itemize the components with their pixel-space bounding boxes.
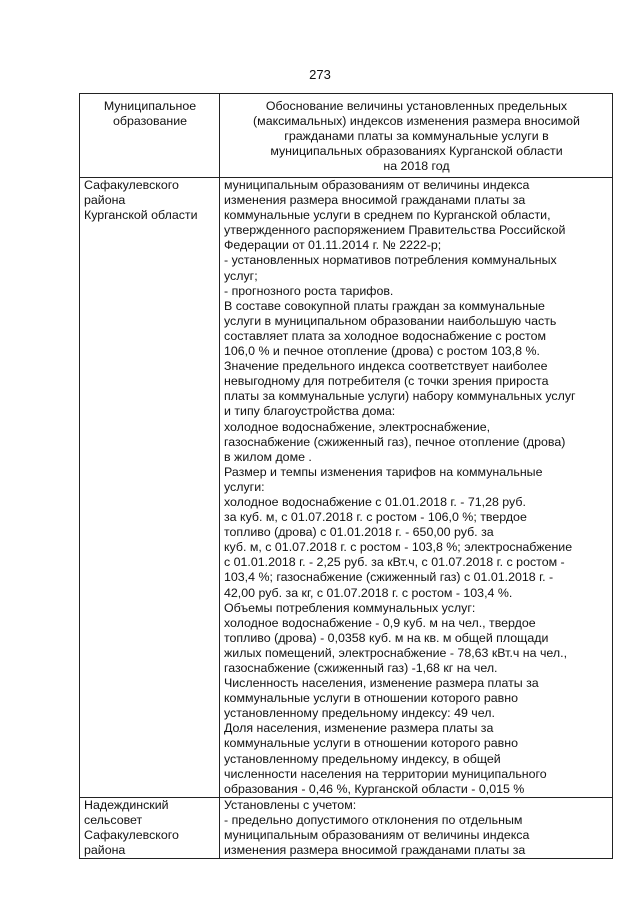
text-line: численности населения на территории муниципального bbox=[224, 766, 547, 781]
text-line: Значение предельного индекса соответствует наиболее bbox=[224, 359, 548, 374]
text-line: образования - 0,46 %, Курганской области - 0,015 % bbox=[224, 781, 525, 796]
text-line: услуг; bbox=[224, 268, 258, 283]
text-line: Численность населения, изменение размера платы за bbox=[224, 676, 539, 691]
text-line: Муниципальное bbox=[103, 99, 197, 113]
text-line: Федерации от 01.11.2014 г. № 2222-р; bbox=[224, 238, 442, 253]
text-line: В составе совокупной платы граждан за коммунальные bbox=[224, 298, 545, 313]
text-line: Размер и темпы изменения тарифов на коммунальные bbox=[224, 464, 543, 479]
text-line: изменения размера вносимой гражданами платы за bbox=[224, 193, 526, 208]
text-line: услуги: bbox=[224, 479, 265, 494]
text-line: - предельно допустимого отклонения по отдельным bbox=[224, 812, 523, 827]
text-line: холодное водоснабжение - 0,9 куб. м на чел., твердое bbox=[224, 615, 536, 630]
text-line: платы за коммунальные услуги) набору коммунальных услуг bbox=[224, 389, 576, 404]
text-line: газоснабжение (сжиженный газ) -1,68 кг на чел. bbox=[224, 661, 498, 675]
text-line: муниципальным образованиям от величины индекса bbox=[224, 178, 530, 192]
text-line: составляет плата за холодное водоснабжение с ростом bbox=[224, 328, 546, 343]
text-line: и типу благоустройства дома: bbox=[224, 404, 396, 419]
text-line: топливо (дрова) - 0,0358 куб. м на кв. м общей площади bbox=[224, 630, 549, 645]
text-line: Объемы потребления коммунальных услуг: bbox=[224, 600, 476, 615]
text-line: Обоснование величины установленных предельных bbox=[265, 99, 568, 113]
text-line: невыгодному для потребителя (с точки зрения прироста bbox=[224, 374, 549, 389]
justification-cell bbox=[220, 797, 613, 858]
justification-cell bbox=[220, 178, 613, 798]
text-line: в жилом доме . bbox=[224, 449, 312, 464]
text-line: с 01.01.2018 г. - 2,25 руб. за кВт.ч, с 01.07.2018 г. с ростом - bbox=[224, 555, 565, 570]
text-line: Курганской области bbox=[84, 208, 198, 223]
text-line: гражданами платы за коммунальные услуги в bbox=[284, 129, 549, 144]
text-line: куб. м, с 01.07.2018 г. с ростом - 103,8 %; электроснабжение bbox=[224, 540, 573, 555]
header-justification bbox=[220, 94, 613, 178]
page-number: 273 bbox=[309, 67, 331, 82]
text-line: услуги в муниципальном образовании наибольшую часть bbox=[224, 313, 557, 328]
municipality-cell bbox=[80, 797, 220, 858]
text-line: изменения размера вносимой гражданами платы за bbox=[224, 843, 526, 858]
text-line: газоснабжение (сжиженный газ), печное отопление (дрова) bbox=[224, 434, 566, 449]
text-line: Установлены с учетом: bbox=[224, 797, 357, 812]
text-line: муниципальных образованиях Курганской области bbox=[270, 144, 563, 159]
text-line: сельсовет bbox=[84, 812, 143, 827]
text-line: на 2018 год bbox=[383, 159, 450, 174]
text-line: - установленных нормативов потребления коммунальных bbox=[224, 253, 557, 268]
municipality-cell bbox=[80, 178, 220, 798]
indices-justification-table bbox=[79, 93, 613, 859]
text-line: жилых помещений, электроснабжение - 78,63 кВт.ч на чел., bbox=[224, 645, 568, 660]
text-line: утвержденного распоряжением Правительства Российской bbox=[224, 223, 566, 238]
text-line: Доля населения, изменение размера платы за bbox=[224, 721, 494, 736]
text-line: 106,0 % и печное отопление (дрова) с ростом 103,8 %. bbox=[224, 344, 540, 359]
text-line: 42,00 руб. за кг, с 01.07.2018 г. с ростом - 103,4 %. bbox=[224, 585, 513, 600]
table-row bbox=[80, 178, 613, 798]
text-line: коммунальные услуги в отношении которого равно bbox=[224, 736, 518, 751]
text-line: за куб. м, с 01.07.2018 г. с ростом - 106,0 %; твердое bbox=[224, 510, 527, 525]
text-line: Сафакулевского bbox=[84, 178, 179, 192]
text-line: холодное водоснабжение, электроснабжение, bbox=[224, 419, 491, 434]
text-line: образование bbox=[112, 114, 188, 129]
text-line: муниципальным образованиям от величины индекса bbox=[224, 828, 530, 843]
text-line: - прогнозного роста тарифов. bbox=[224, 283, 394, 298]
text-line: Надеждинский bbox=[84, 797, 169, 812]
table-header-row bbox=[80, 94, 613, 178]
text-line: района bbox=[84, 193, 126, 208]
text-line: установленному предельному индексу, в общей bbox=[224, 751, 501, 766]
text-line: (максимальных) индексов изменения размера вносимой bbox=[253, 114, 580, 129]
text-line: района bbox=[84, 843, 126, 858]
text-line: коммунальные услуги в среднем по Курганской области, bbox=[224, 208, 551, 223]
text-line: холодное водоснабжение с 01.01.2018 г. - 71,28 руб. bbox=[224, 494, 526, 509]
text-line: 103,4 %; газоснабжение (сжиженный газ) с 01.01.2018 г. - bbox=[224, 570, 554, 585]
text-line: установленному предельному индексу: 49 чел. bbox=[224, 706, 495, 721]
text-line: Сафакулевского bbox=[84, 828, 179, 843]
header-municipality bbox=[80, 94, 220, 178]
table-row bbox=[80, 797, 613, 858]
text-line: топливо (дрова) с 01.01.2018 г. - 650,00 руб. за bbox=[224, 525, 494, 540]
text-line: коммунальные услуги в отношении которого равно bbox=[224, 691, 518, 706]
